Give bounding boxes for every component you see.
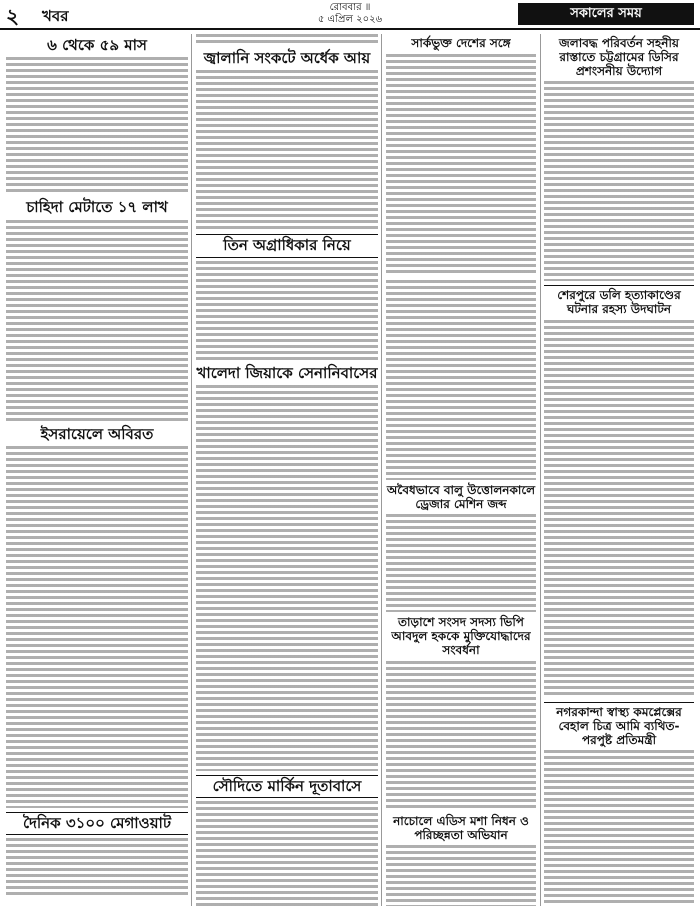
column-rule xyxy=(381,34,382,906)
column-1 xyxy=(6,34,188,906)
article-body xyxy=(544,750,694,906)
section-name: খবর xyxy=(42,7,69,25)
article-body xyxy=(386,661,536,811)
article-body xyxy=(386,280,536,480)
headline: জ্বালানি সংকটে অর্ধেক আয় xyxy=(203,49,371,67)
column-rule xyxy=(191,34,192,906)
article-body xyxy=(544,81,694,281)
article-body xyxy=(6,838,188,898)
article-body xyxy=(386,54,536,276)
headline: সৌদিতে মার্কিন দূতাবাসে xyxy=(196,775,378,798)
day-label: রোববার ॥ xyxy=(329,2,371,13)
divider xyxy=(544,702,694,703)
article-body xyxy=(196,34,378,46)
page-number: ২ xyxy=(6,4,20,28)
article-body xyxy=(544,320,694,698)
article-body xyxy=(386,845,536,906)
article-body xyxy=(196,70,378,230)
column-2 xyxy=(196,34,378,906)
column-rule xyxy=(540,34,541,906)
article-body xyxy=(196,261,378,361)
headline: ইসরায়েলে অবিরত xyxy=(40,424,154,443)
divider xyxy=(544,285,694,286)
headline: তাড়াশে সংসদ সদস্য ভিপি আবদুল হককে মুক্তিযোদ্ধাদের সংবর্ধনা xyxy=(391,615,531,657)
headline: চাহিদা মেটাতে ১৭ লাখ xyxy=(26,198,168,217)
headline: সার্কভুক্ত দেশের সঙ্গে xyxy=(411,36,511,50)
headline: জলাবদ্ধ পরিবর্তন সহনীয় রাস্তাতে চট্টগ্রামের ডিসির প্রশংসনীয় উদ্যোগ xyxy=(559,36,679,78)
headline: নাচোলে এডিস মশা নিধন ও পরিচ্ছন্নতা অভিযান xyxy=(393,813,529,842)
article-body xyxy=(386,514,536,612)
dateline xyxy=(300,2,400,26)
column-4 xyxy=(544,34,694,906)
article-body xyxy=(6,57,188,195)
masthead xyxy=(0,0,700,30)
headline: অবৈধভাবে বালু উত্তোলনকালে ড্রেজার মেশিন জব্দ xyxy=(386,482,536,511)
newspaper-logo: সকালের সময় xyxy=(518,3,694,25)
headline: শেরপুরে ডলি হত্যাকাণ্ডের ঘটনার রহস্য উদঘাটন xyxy=(557,288,681,317)
headline: ৬ থেকে ৫৯ মাস xyxy=(47,36,147,54)
headline: খালেদা জিয়াকে সেনানিবাসের xyxy=(196,363,378,382)
headline: নগরকান্দা স্বাস্থ্য কমপ্লেক্সের বেহাল চিত্র আমি ব্যথিত-পরপুষ্ট প্রতিমন্ত্রী xyxy=(556,704,682,747)
headline: দৈনিক ৩১০০ মেগাওয়াট xyxy=(6,812,188,835)
article-body xyxy=(6,220,188,422)
headline: তিন অগ্রাধিকার নিয়ে xyxy=(196,234,378,257)
column-3 xyxy=(386,34,536,906)
date-label: ৫ এপ্রিল ২০২৬ xyxy=(317,14,383,25)
article-body xyxy=(196,385,378,771)
article-body xyxy=(196,801,378,906)
article-body xyxy=(6,446,188,808)
